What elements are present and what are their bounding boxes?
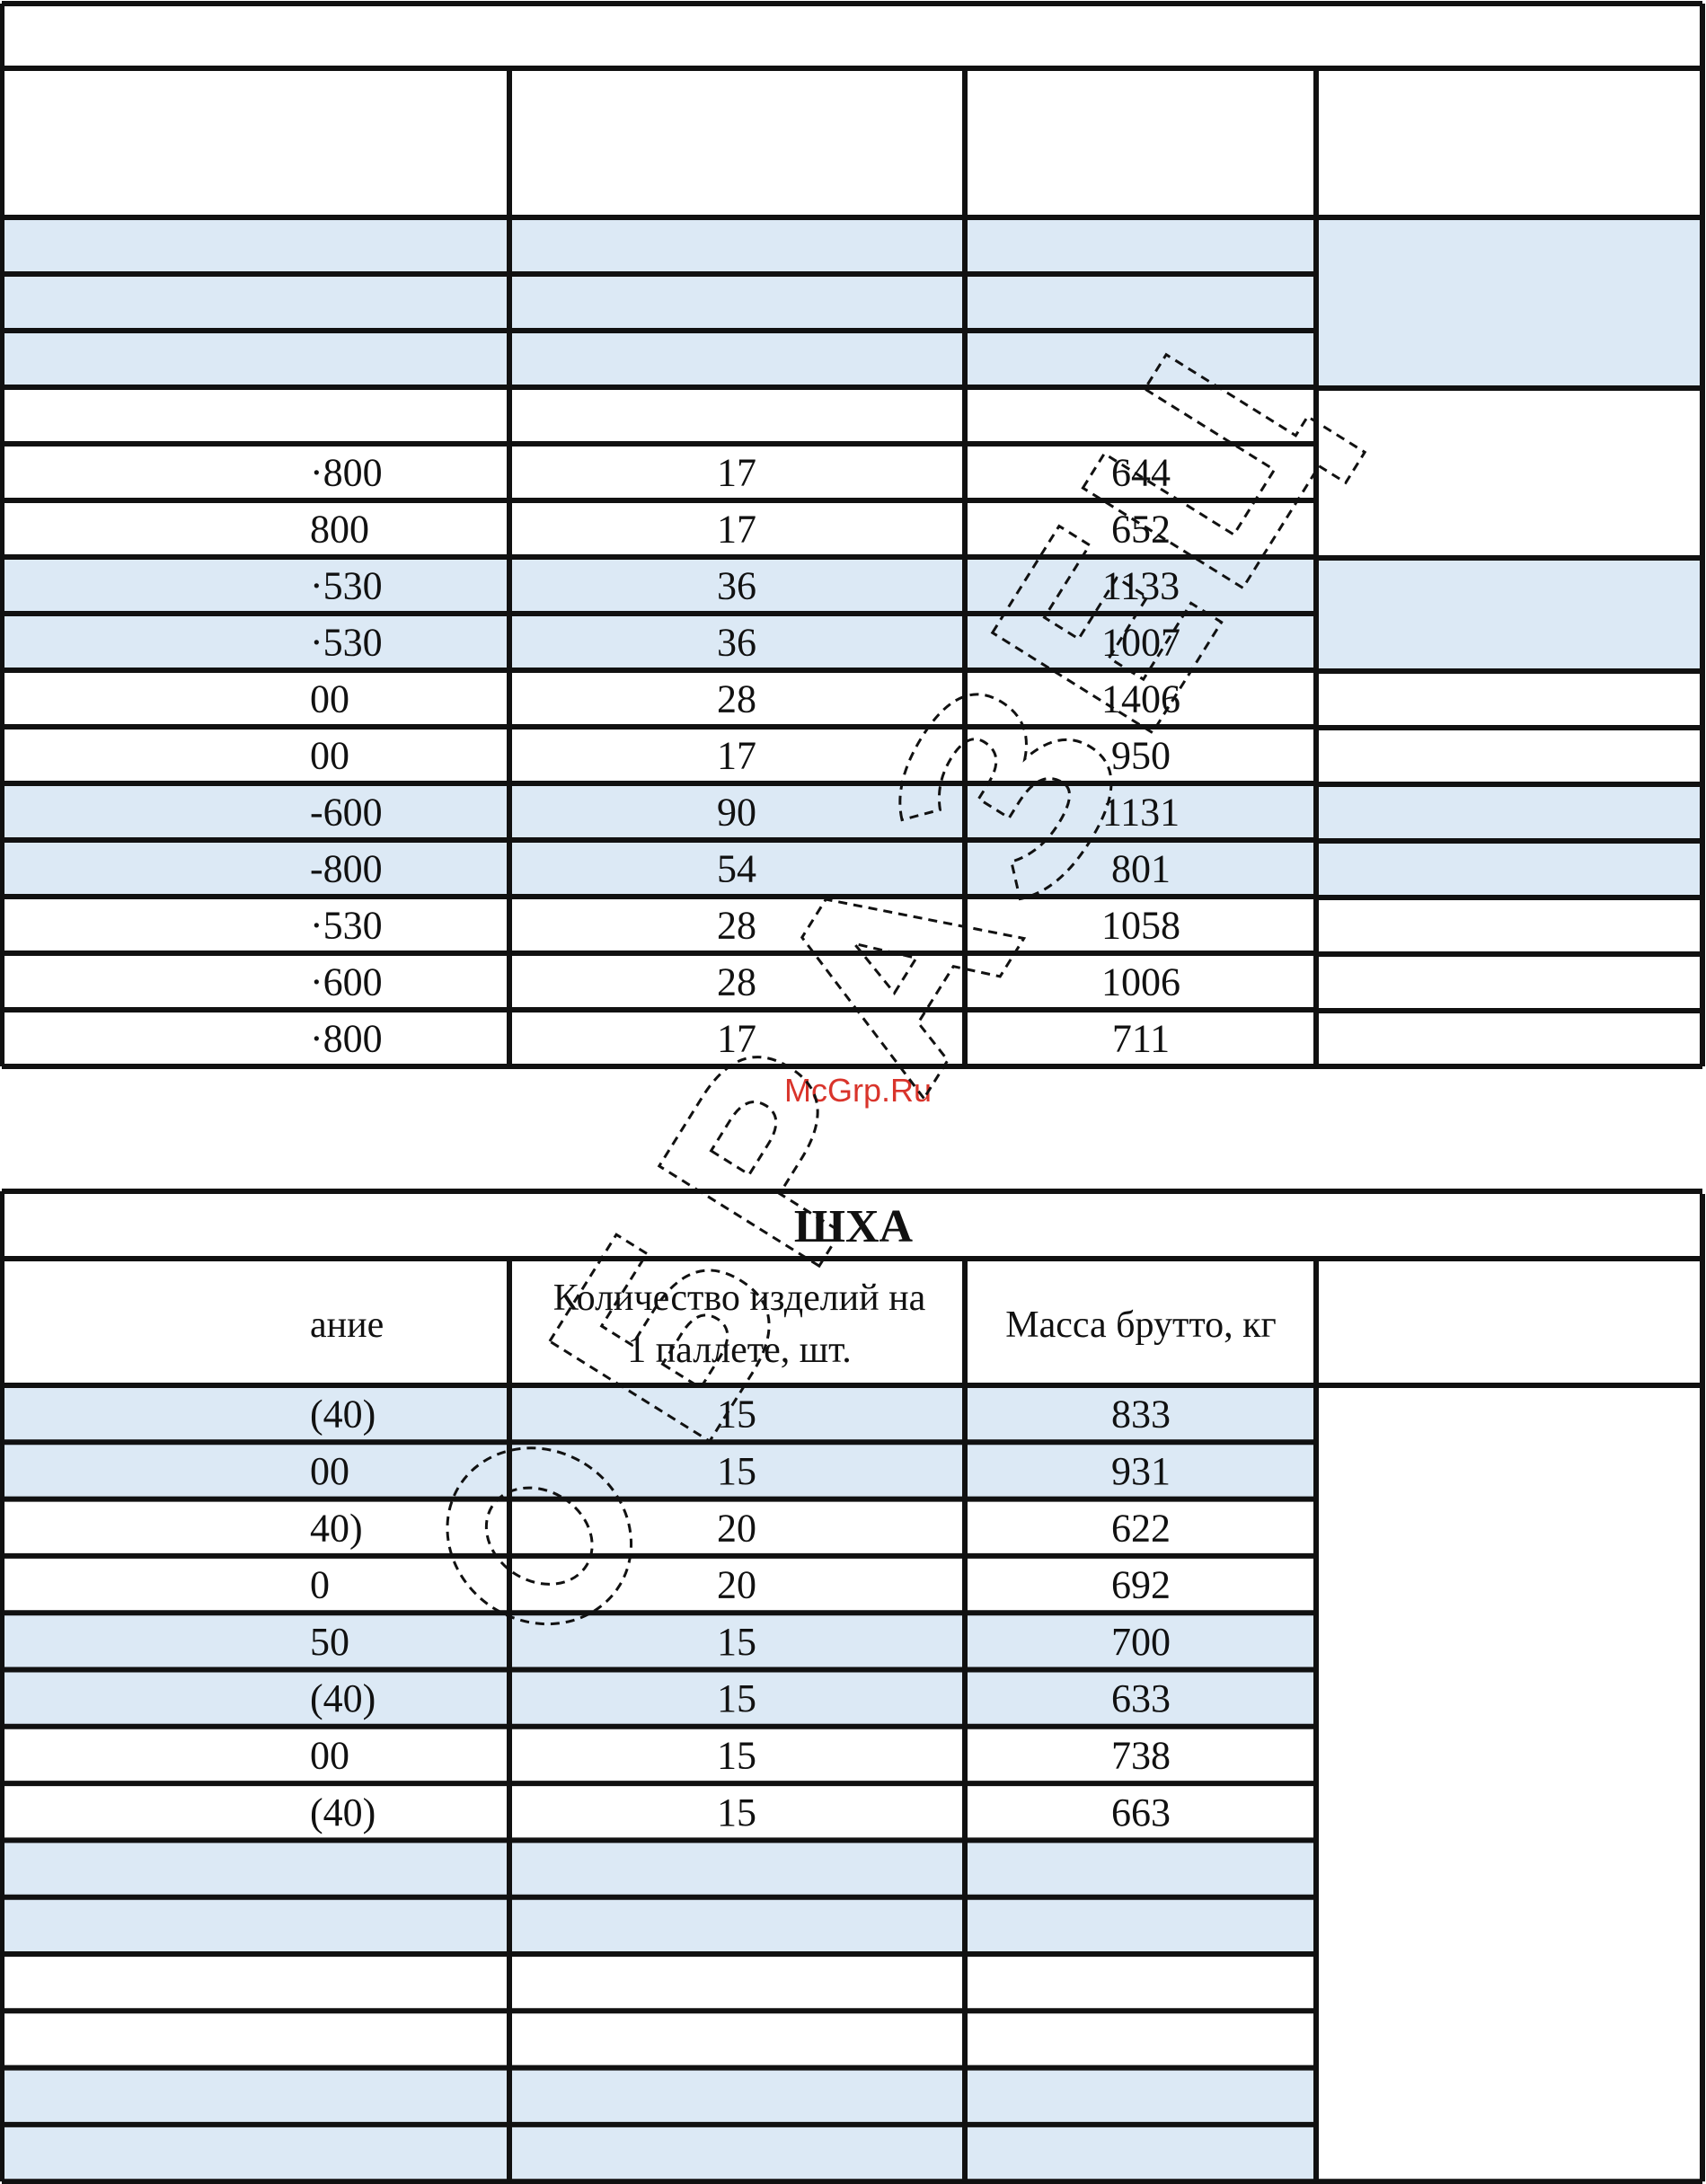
table-1-row-fill: [2, 217, 1316, 274]
table-1-cell-qty: 17: [717, 733, 756, 778]
table-2-cell-mass: 692: [1111, 1562, 1171, 1607]
table-1-cell-name: -600: [310, 790, 383, 835]
table-2-cell-mass: 663: [1111, 1790, 1171, 1835]
table-1: [2, 4, 1702, 1066]
table-2-row-fill: [2, 2125, 1316, 2181]
table-1-cell-mass: 950: [1111, 733, 1171, 778]
table-1-side-panel-shaded-c: [1316, 784, 1702, 841]
table-1-cell-qty: 36: [717, 620, 756, 665]
table-2-row-fill: [2, 2011, 1316, 2067]
table-1-cell-qty: 54: [717, 846, 756, 891]
table-2-cell-qty: 15: [717, 1790, 756, 1835]
table-1-cell-qty: 17: [717, 507, 756, 552]
table-2-header-mass: Масса брутто, кг: [1005, 1304, 1277, 1346]
table-1-cell-name: 00: [310, 733, 349, 778]
table-1-cell-name: ·600: [310, 959, 383, 1004]
table-1-cell-name: ·530: [310, 903, 383, 948]
table-2-cell-mass: 700: [1111, 1619, 1171, 1664]
table-2-row-fill: [2, 2068, 1316, 2125]
table-2-row-fill: [2, 1954, 1316, 2011]
table-1-side-panel-shaded-b: [1316, 558, 1702, 671]
table-1-side-panel-shaded-d: [1316, 841, 1702, 897]
table-1-cell-mass: 1133: [1101, 563, 1180, 608]
watermark-site-label: McGrp.Ru: [783, 1072, 933, 1109]
table-1-cell-mass: 1058: [1101, 903, 1180, 948]
table-1-cell-qty: 17: [717, 450, 756, 495]
table-1-cell-mass: 711: [1111, 1016, 1171, 1061]
table-1-row-fill: [2, 274, 1316, 331]
table-2-cell-qty: 20: [717, 1506, 756, 1551]
table-1-cell-name: 00: [310, 676, 349, 721]
table-2-cell-qty: 15: [717, 1676, 756, 1721]
table-1-cell-qty: 28: [717, 959, 756, 1004]
table-1-cell-qty: 17: [717, 1016, 756, 1061]
table-2-header-name: ание: [310, 1304, 385, 1346]
table-2-cell-mass: 931: [1111, 1448, 1171, 1493]
table-2-title: ШХА: [793, 1201, 914, 1252]
table-2-cell-name: 00: [310, 1733, 349, 1778]
table-2: [2, 1191, 1702, 2181]
table-2-cell-qty: 15: [717, 1448, 756, 1493]
table-1-cell-name: 800: [310, 507, 369, 552]
table-2-header-qty-line2: 1 паллете, шт.: [627, 1330, 852, 1371]
table-1-title-row: [2, 4, 1702, 68]
table-1-header-row: [2, 68, 1702, 217]
table-2-cell-name: 40): [310, 1506, 363, 1551]
table-1-cell-name: ·530: [310, 563, 383, 608]
table-2-cell-name: 50: [310, 1619, 349, 1664]
table-2-cell-mass: 738: [1111, 1733, 1171, 1778]
table-2-cell-qty: 20: [717, 1562, 756, 1607]
table-2-cell-name: (40): [310, 1676, 376, 1721]
table-1-cell-qty: 28: [717, 676, 756, 721]
table-1-cell-qty: 36: [717, 563, 756, 608]
table-1-row-fill: [2, 331, 1316, 387]
table-1-cell-mass: 801: [1111, 846, 1171, 891]
table-2-cell-name: (40): [310, 1392, 376, 1437]
table-1-cell-mass: 1006: [1101, 959, 1180, 1004]
table-1-cell-name: ·800: [310, 1016, 383, 1061]
table-2-row-fill: [2, 1840, 1316, 1897]
table-2-cell-qty: 15: [717, 1392, 756, 1437]
table-1-side-panel-shaded-a: [1316, 217, 1702, 388]
table-2-cell-qty: 15: [717, 1733, 756, 1778]
table-1-cell-mass: 1007: [1101, 620, 1180, 665]
table-1-cell-qty: 90: [717, 790, 756, 835]
table-1-cell-name: ·800: [310, 450, 383, 495]
table-2-cell-name: 0: [310, 1562, 330, 1607]
table-1-row-fill: [2, 387, 1316, 444]
table-1-cell-mass: 644: [1111, 450, 1171, 495]
table-1-cell-mass: 1406: [1101, 676, 1180, 721]
table-1-cell-mass: 652: [1111, 507, 1171, 552]
table-1-cell-name: -800: [310, 846, 383, 891]
table-2-cell-qty: 15: [717, 1619, 756, 1664]
table-2-cell-mass: 833: [1111, 1392, 1171, 1437]
table-1-cell-mass: 1131: [1101, 790, 1180, 835]
table-2-cell-mass: 622: [1111, 1506, 1171, 1551]
table-2-cell-mass: 633: [1111, 1676, 1171, 1721]
table-2-header-qty-line1: Количество изделий на: [552, 1278, 926, 1319]
table-2-row-fill: [2, 1897, 1316, 1954]
table-1-cell-qty: 28: [717, 903, 756, 948]
table-1-cell-name: ·530: [310, 620, 383, 665]
table-2-cell-name: 00: [310, 1448, 349, 1493]
table-2-cell-name: (40): [310, 1790, 376, 1835]
